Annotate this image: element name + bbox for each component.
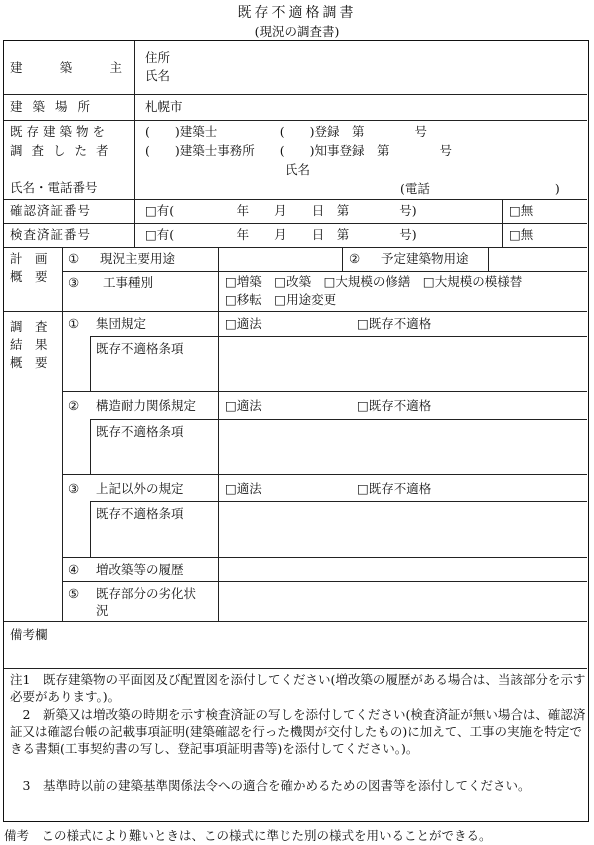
row-divider [62, 271, 587, 272]
survey-section-sub: 既存不適格条項 [96, 424, 184, 439]
survey-section-label: 構造耐力関係規定 [96, 398, 197, 413]
survey-item5-num: ⑤ [68, 586, 80, 601]
note-2: 2 新築又は増改築の時期を示す検査済証の写しを添付してください(検査済証が無い場合は、確認済証又は確認台帳の記載事項証明(建築確認を行った機関が交付したもの)に加えて、工事の実施を特定できる書類(工事契約書の写し、登記事項証明書等)を添付してください。)。 [10, 707, 586, 756]
site-value: 札幌市 [145, 99, 183, 114]
survey-section-ok: □適法 [225, 481, 262, 496]
row-divider [90, 501, 587, 502]
surveyor-label-2: 調査した者 [10, 143, 118, 158]
footer-remark: 備考 この様式により難いときは、この様式に準じた別の様式を用いることができる。 [4, 828, 492, 843]
row-divider [4, 199, 587, 200]
survey-section-ng: □既存不適格 [357, 481, 432, 496]
plan-item3-num: ③ [68, 275, 80, 290]
confirmation-none: □無 [509, 203, 534, 218]
plan-label-1: 計 画 [10, 251, 48, 266]
survey-label-1: 調 査 [10, 319, 48, 334]
note-1: 注1 既存建築物の平面図及び配置図を添付してください(増改築の履歴がある場合は、当該部分を示す必要があります。)。 [10, 672, 586, 704]
plan-work-types-1: □増築 □改築 □大規模の修繕 □大規模の模様替 [225, 274, 523, 289]
row-divider [90, 336, 587, 337]
owner-address-label: 住所 [145, 50, 171, 65]
row-divider [62, 474, 587, 475]
survey-section-num: ① [68, 316, 80, 331]
form-frame [3, 40, 589, 822]
column-divider [342, 247, 343, 271]
column-divider [502, 199, 503, 247]
inspection-none: □無 [509, 227, 534, 242]
form-title: 既存不適格調書 [237, 5, 357, 21]
plan-item2-label: 予定建築物用途 [381, 251, 469, 266]
inspection-value: □有( 年 月 日 第 号) [145, 227, 417, 242]
column-divider [90, 501, 91, 557]
plan-work-types-2: □移転 □用途変更 [225, 292, 337, 307]
row-divider [4, 621, 587, 622]
column-divider [90, 419, 91, 474]
survey-section-label: 集団規定 [96, 316, 147, 331]
survey-section-ng: □既存不適格 [357, 398, 432, 413]
plan-item2-num: ② [349, 251, 361, 266]
surveyor-label-1: 既存建築物を [10, 124, 110, 139]
survey-item4-label: 増改築等の履歴 [96, 562, 184, 577]
row-divider [4, 247, 587, 248]
confirmation-value: □有( 年 月 日 第 号) [145, 203, 417, 218]
survey-section-num: ② [68, 398, 80, 413]
survey-label-2: 結 果 [10, 337, 48, 352]
survey-label-3: 概 要 [10, 355, 48, 370]
row-divider [62, 391, 587, 392]
survey-section-num: ③ [68, 481, 80, 496]
owner-label: 建 築 主 [10, 60, 122, 75]
row-divider [4, 311, 587, 312]
row-divider [90, 419, 587, 420]
column-divider [134, 41, 135, 247]
survey-section-ok: □適法 [225, 316, 262, 331]
surveyor-phone: (電話 ) [400, 181, 560, 196]
survey-section-ok: □適法 [225, 398, 262, 413]
survey-section-label: 上記以外の規定 [96, 481, 184, 496]
survey-section-sub: 既存不適格条項 [96, 506, 184, 521]
form-subtitle: (現況の調査書) [254, 24, 340, 39]
survey-section-ng: □既存不適格 [357, 316, 432, 331]
confirmation-label: 確認済証番号 [10, 203, 92, 218]
survey-item4-num: ④ [68, 562, 80, 577]
owner-name-label: 氏名 [145, 68, 171, 83]
plan-item3-label: 工事種別 [103, 275, 154, 290]
survey-item5-label-1: 既存部分の劣化状 [96, 586, 197, 601]
inspection-label: 検査済証番号 [10, 227, 92, 242]
column-divider [218, 247, 219, 621]
survey-item5-label-2: 況 [96, 603, 109, 618]
surveyor-office-row: ( )建築士事務所 ( )知事登録 第 号 [145, 143, 453, 158]
surveyor-label-3: 氏名・電話番号 [10, 180, 98, 195]
column-divider [90, 336, 91, 391]
plan-item1-num: ① [68, 251, 80, 266]
row-divider [4, 120, 587, 121]
survey-section-sub: 既存不適格条項 [96, 341, 184, 356]
row-divider [4, 223, 587, 224]
column-divider [62, 247, 63, 621]
site-label: 建築場所 [10, 99, 101, 114]
surveyor-architect-row: ( )建築士 ( )登録 第 号 [145, 124, 428, 139]
plan-item1-label: 現況主要用途 [100, 251, 176, 266]
surveyor-name-label: 氏名 [285, 162, 311, 177]
remarks-label: 備考欄 [10, 627, 48, 642]
row-divider [4, 94, 587, 95]
plan-label-2: 概 要 [10, 269, 48, 284]
note-3: 3 基準時以前の建築基準関係法令への適合を確かめるための図書等を添付してください。 [10, 778, 531, 793]
row-divider [62, 557, 587, 558]
column-divider [488, 247, 489, 271]
row-divider [4, 668, 587, 669]
row-divider [62, 581, 587, 582]
